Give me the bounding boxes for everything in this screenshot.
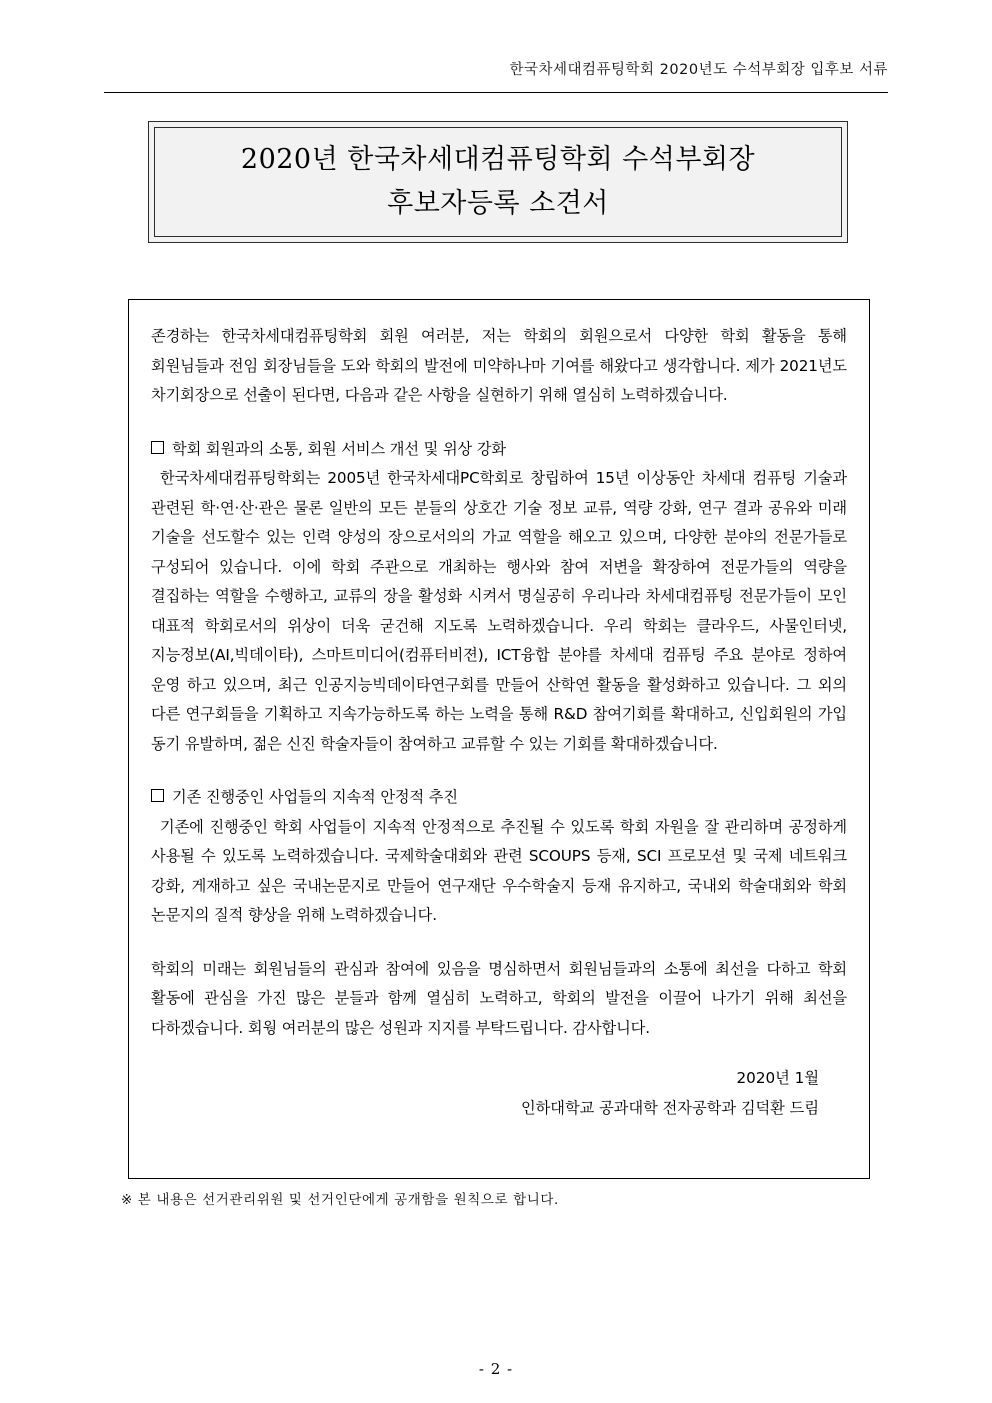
header-divider: [104, 92, 888, 93]
section-2-paragraph: 기존에 진행중인 학회 사업들이 지속적 안정적으로 추진될 수 있도록 학회 자원을 잘 관리하며 공정하게 사용될 수 있도록 노력하겠습니다. 국제학술대회와 관련 SCOUPS 등재, SCI 프로모션 및 국제 네트워크 강화, 게재하고 싶은 국내논문지로 만들어 연구재단 우수학술지 등재 유지하고, 국내외 학술대회와 학회 논문지의 질적 향상을 위해 노력하겠습니다.: [151, 817, 847, 924]
spacer-1: [151, 411, 847, 435]
spacer-2: [151, 759, 847, 783]
closing-paragraph: 학회의 미래는 회원님들의 관심과 참여에 있음을 명심하면서 회원님들과의 소통에 최선을 다하고 학회 활동에 관심을 가진 많은 분들과 함께 열심히 노력하고, 학회의 발전을 이끌어 나가기 위해 최선을 다하겠습니다. 회웡 여러분의 많은 성원과 지지를 부탁드립니다. 감사합니다.: [151, 959, 847, 1037]
section-1-heading-text: 학회 회원과의 소통, 회원 서비스 개선 및 위상 강화: [172, 439, 506, 458]
section-2-heading-text: 기존 진행중인 사업들의 지속적 안정적 추진: [172, 788, 458, 806]
title-box: [148, 121, 848, 243]
footnote: ※ 본 내용은 선거관리위원 및 선거인단에게 공개함을 원칙으로 합니다.: [121, 1192, 559, 1208]
title-line-1: 2020년 한국차세대컴퓨팅학회 수석부회장: [240, 144, 756, 175]
checkbox-icon: [151, 441, 164, 454]
opening-paragraph: 존경하는 한국차세대컴퓨팅학회 회원 여러분, 저는 학회의 회원으로서 다양한 학회 활동을 통해 회원님들과 전임 회장님들을 도와 학회의 발전에 미약하나마 기여를 해왔다고 생각합니다. 제가 2021년도 차기회장으로 선출이 된다면, 다음과 같은 사항을 실현하기 위해 열심히 노력하겠습니다.: [151, 327, 847, 404]
checkbox-icon: [151, 789, 164, 802]
section-2-heading: [151, 783, 847, 813]
title-line-2: 후보자등록 소견서: [387, 188, 609, 219]
signature-name: 인하대학교 공과대학 전자공학과 김덕환 드림: [520, 1099, 819, 1117]
section-1-heading: [151, 435, 847, 465]
running-header: 한국차세대컴퓨팅학회 2020년도 수석부회장 입후보 서류: [509, 62, 888, 78]
section-1-paragraph: 한국차세대컴퓨팅학회는 2005년 한국차세대PC학회로 창립하여 15년 이상동안 차세대 컴퓨팅 기술과 관련된 학·연·산·관은 물론 일반의 모든 분들의 상호간 기술 정보 교류, 역량 강화, 연구 결과 공유와 미래 기술을 선도할수 있는 인력 양성의 장으로서의의 가교 역할을 해오고 있으며, 다양한 분야의 전문가들로 구성되어 있습니다. 이에 학회 주관으로 개최하는 행사와 참여 저변을 확장하여 전문가들의 역량을 결집하는 역할을 수행하고, 교류의 장을 활성화 시켜서 명실공히 우리나라 차세대컴퓨팅 전문가들이 모인 대표적 학회로서의 위상이 더욱 굳건해 지도록 노력하겠습니다. 우리 학회는 클라우드, 사물인터넷, 지능정보(AI,빅데이타), 스마트미디어(컴퓨터비젼), ICT융합 분야를 차세대 컴퓨팅 주요 분야로 정하여 운영 하고 있으며, 최근 인공지능빅데이타연구회를 만들어 산학연 활동을 활성화하고 있습니다. 그 외의 다른 연구회들을 기획하고 지속가능하도록 하는 노력을 통해 R&D 참여기회를 확대하고, 신입회원의 가입 동기 유발하며, 젊은 신진 학술자들이 참여하고 교류할 수 있는 기회를 확대하겠습니다.: [151, 469, 847, 753]
spacer-3: [151, 931, 847, 955]
signature-date: 2020년 1월: [736, 1069, 819, 1087]
signature-block: [151, 1063, 847, 1123]
page-number: - 2 -: [478, 1360, 514, 1378]
statement-body-box: [128, 299, 870, 1179]
